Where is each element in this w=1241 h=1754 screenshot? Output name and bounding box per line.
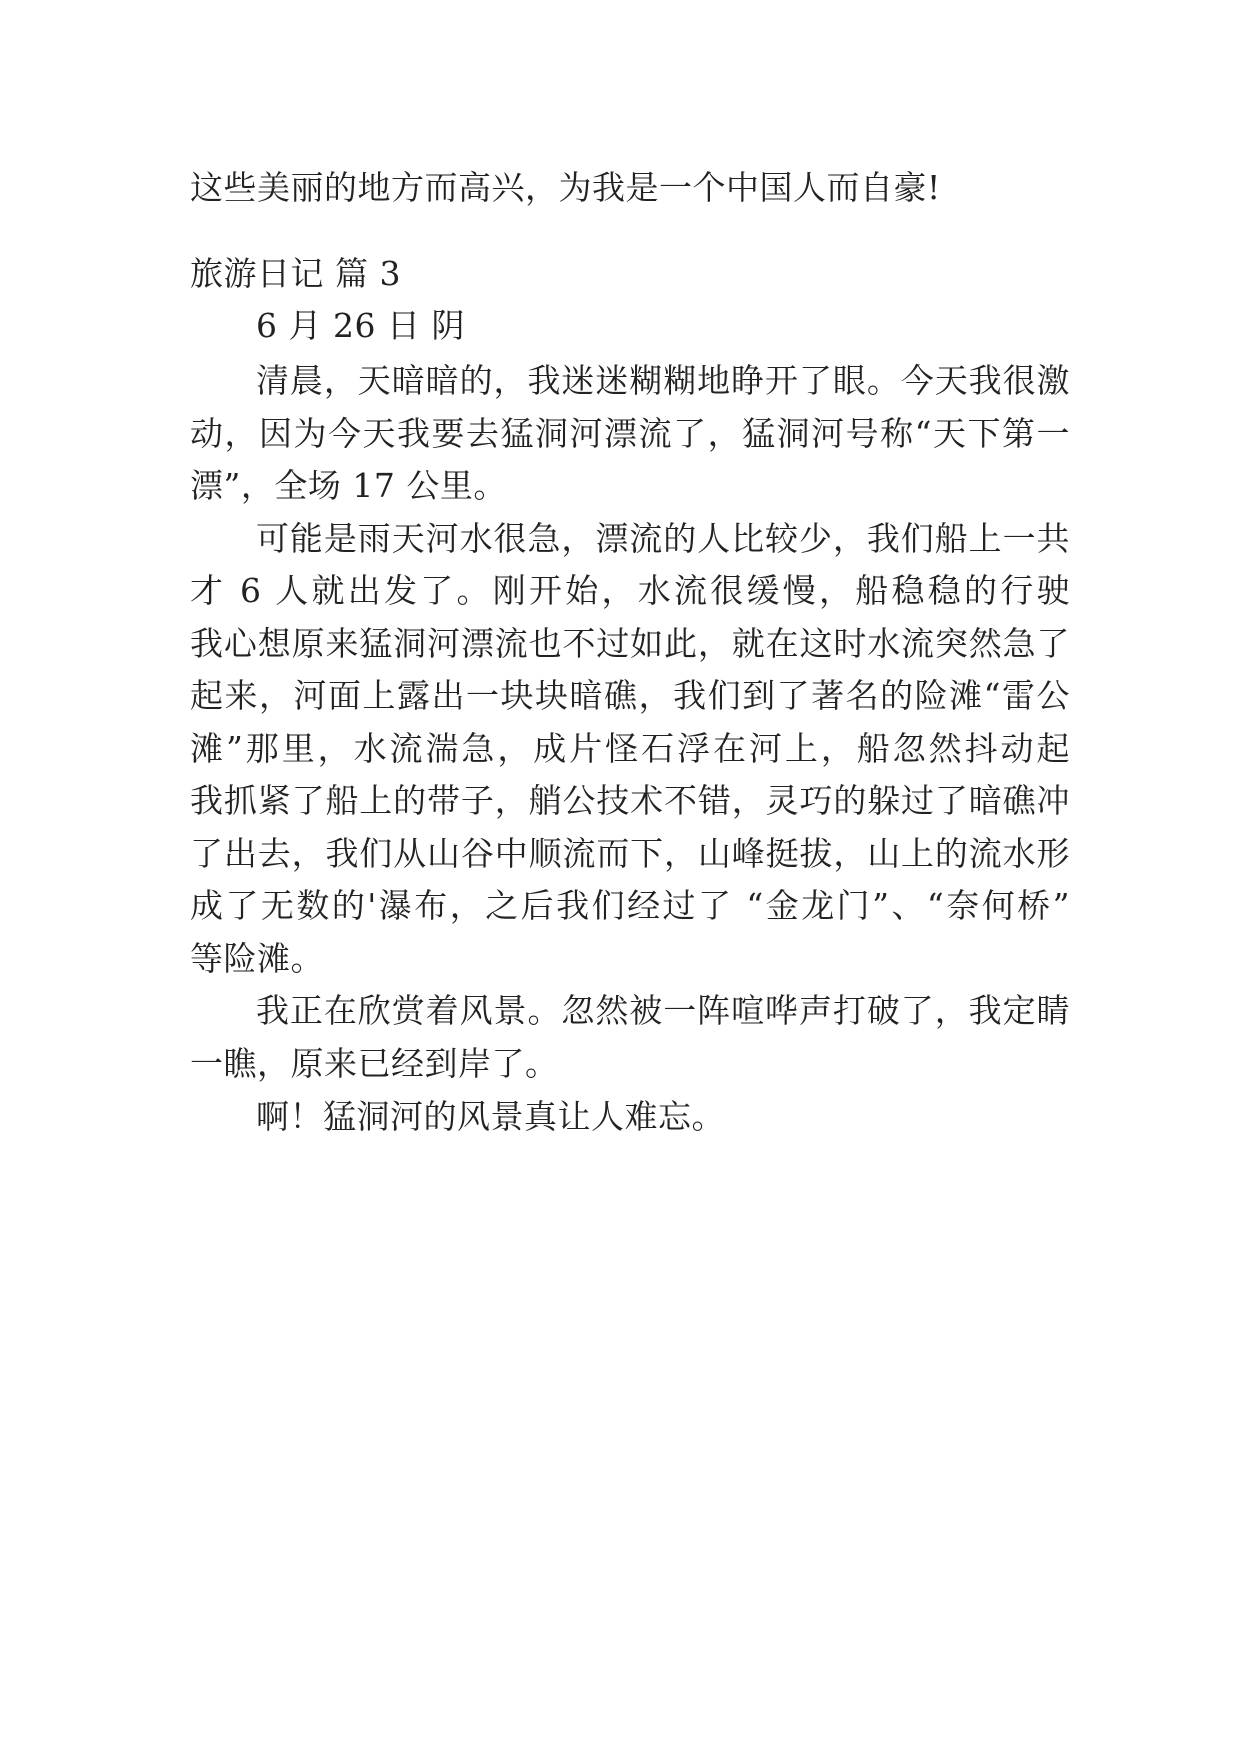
text-line: 才 6 人就出发了。刚开始，水流很缓慢，船稳稳的行驶 — [190, 571, 1070, 610]
text-line: 了出去，我们从山谷中顺流而下，山峰挺拔，山上的流水形 — [190, 834, 1070, 873]
text-line: 这些美丽的地方而高兴，为我是一个中国人而自豪! — [190, 168, 941, 207]
text-line: 起来，河面上露出一块块暗礁，我们到了著名的险滩“雷公 — [190, 676, 1070, 715]
text-line: 清晨，天暗暗的，我迷迷糊糊地睁开了眼。今天我很激 — [256, 361, 1070, 400]
text-line: 可能是雨天河水很急，漂流的人比较少，我们船上一共 — [256, 519, 1070, 558]
text-line: 一瞧，原来已经到岸了。 — [190, 1044, 559, 1083]
text-line: 等险滩。 — [190, 939, 324, 978]
text-line: 我心想原来猛洞河漂流也不过如此，就在这时水流突然急了 — [190, 624, 1070, 663]
text-line: 我正在欣赏着风景。忽然被一阵喧哗声打破了，我定睛 — [256, 991, 1070, 1030]
text-line: 漂”，全场 17 公里。 — [190, 466, 507, 505]
text-line: 滩”那里，水流湍急，成片怪石浮在河上，船忽然抖动起 — [190, 729, 1070, 768]
text-line: 啊！猛洞河的风景真让人难忘。 — [256, 1097, 725, 1136]
section-heading: 旅游日记 篇 3 — [190, 254, 401, 293]
diary-date: 6 月 26 日 阴 — [256, 306, 465, 345]
text-line: 动，因为今天我要去猛洞河漂流了，猛洞河号称“天下第一 — [190, 414, 1070, 453]
text-line: 我抓紧了船上的带子，艄公技术不错，灵巧的躲过了暗礁冲 — [190, 781, 1070, 820]
text-line: 成了无数的'瀑布，之后我们经过了 “金龙门”、“奈何桥” — [190, 886, 1070, 925]
